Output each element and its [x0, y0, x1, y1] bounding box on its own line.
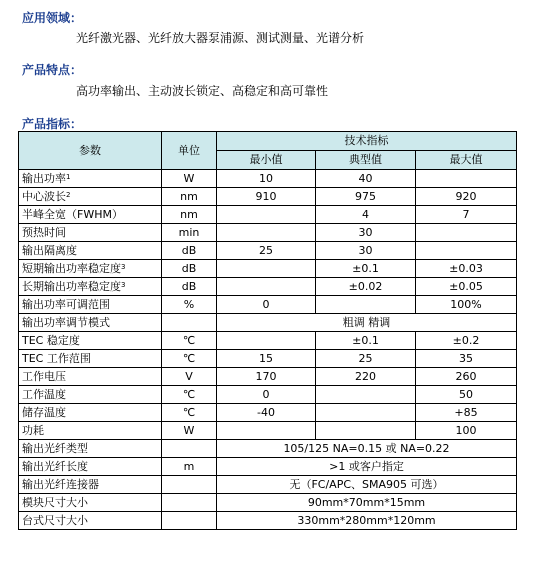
- specs-title: 产品指标：: [22, 117, 83, 131]
- param-cell: [19, 350, 162, 368]
- unit-cell: [162, 440, 217, 458]
- table-row: [19, 386, 517, 404]
- param-label: TEC 稳定度: [22, 333, 80, 347]
- typ-value-cell: 30: [316, 224, 416, 242]
- max-value-cell: 100%: [416, 296, 517, 314]
- table-row: [19, 206, 517, 224]
- min-value-cell: [217, 278, 316, 296]
- footnote-marker: 3: [121, 262, 126, 271]
- typ-value-cell: 4: [316, 206, 416, 224]
- unit-cell: W: [162, 170, 217, 188]
- table-row: [19, 368, 517, 386]
- param-label: 半峰全宽（FWHM）: [22, 207, 123, 221]
- param-label: 输出隔离度: [22, 243, 77, 257]
- unit-cell: dB: [162, 260, 217, 278]
- param-label: 输出光纤连接器: [22, 477, 99, 491]
- spec-value-merged: 105/125 NA=0.15 或 NA=0.22: [217, 440, 517, 458]
- table-row: [19, 440, 517, 458]
- footnote-marker: 1: [66, 172, 71, 181]
- param-cell: [19, 278, 162, 296]
- spec-value-merged: 无（FC/APC、SMA905 可选）: [217, 476, 517, 494]
- unit-cell: ℃: [162, 404, 217, 422]
- max-value-cell: ±0.05: [416, 278, 517, 296]
- min-value-cell: [217, 224, 316, 242]
- typ-value-cell: [316, 386, 416, 404]
- param-label: TEC 工作范围: [22, 351, 91, 365]
- param-label: 中心波长: [22, 189, 66, 203]
- header-typ: 典型值: [316, 151, 416, 170]
- param-cell: [19, 494, 162, 512]
- table-row: [19, 260, 517, 278]
- max-value-cell: [416, 242, 517, 260]
- unit-cell: dB: [162, 278, 217, 296]
- spec-value-merged: >1 或客户指定: [217, 458, 517, 476]
- param-label: 输出功率可调范围: [22, 297, 110, 311]
- table-row: [19, 224, 517, 242]
- param-cell: [19, 458, 162, 476]
- spec-value-merged: 粗调 精调: [217, 314, 517, 332]
- table-row: [19, 422, 517, 440]
- unit-cell: min: [162, 224, 217, 242]
- header-unit: 单位: [162, 132, 217, 170]
- min-value-cell: [217, 422, 316, 440]
- min-value-cell: [217, 332, 316, 350]
- min-value-cell: -40: [217, 404, 316, 422]
- param-cell: [19, 386, 162, 404]
- min-value-cell: [217, 206, 316, 224]
- param-label: 工作温度: [22, 387, 66, 401]
- header-min: 最小值: [217, 151, 316, 170]
- unit-cell: [162, 476, 217, 494]
- features-body: 高功率输出、主动波长锁定、高稳定和高可靠性: [76, 84, 329, 98]
- param-cell: [19, 422, 162, 440]
- min-value-cell: 910: [217, 188, 316, 206]
- typ-value-cell: [316, 404, 416, 422]
- spec-value-merged: 330mm*280mm*120mm: [217, 512, 517, 530]
- table-row: [19, 350, 517, 368]
- table-row: [19, 314, 517, 332]
- param-label: 短期输出功率稳定度: [22, 261, 121, 275]
- unit-cell: V: [162, 368, 217, 386]
- table-row: [19, 332, 517, 350]
- max-value-cell: 100: [416, 422, 517, 440]
- typ-value-cell: 25: [316, 350, 416, 368]
- param-cell: [19, 314, 162, 332]
- table-row: [19, 476, 517, 494]
- param-cell: [19, 368, 162, 386]
- param-cell: [19, 476, 162, 494]
- param-label: 长期输出功率稳定度: [22, 279, 121, 293]
- unit-cell: ℃: [162, 386, 217, 404]
- param-label: 预热时间: [22, 225, 66, 239]
- unit-cell: m: [162, 458, 217, 476]
- param-label: 台式尺寸大小: [22, 513, 88, 527]
- typ-value-cell: ±0.02: [316, 278, 416, 296]
- unit-cell: ℃: [162, 350, 217, 368]
- min-value-cell: 10: [217, 170, 316, 188]
- table-row: [19, 242, 517, 260]
- param-cell: [19, 242, 162, 260]
- typ-value-cell: ±0.1: [316, 260, 416, 278]
- param-label: 输出光纤长度: [22, 459, 88, 473]
- typ-value-cell: 40: [316, 170, 416, 188]
- unit-cell: [162, 494, 217, 512]
- typ-value-cell: ±0.1: [316, 332, 416, 350]
- param-cell: [19, 440, 162, 458]
- features-title: 产品特点：: [22, 63, 83, 77]
- footnote-marker: 2: [66, 190, 71, 199]
- unit-cell: nm: [162, 188, 217, 206]
- typ-value-cell: 975: [316, 188, 416, 206]
- typ-value-cell: 30: [316, 242, 416, 260]
- param-label: 储存温度: [22, 405, 66, 419]
- max-value-cell: ±0.2: [416, 332, 517, 350]
- table-row: [19, 296, 517, 314]
- min-value-cell: 0: [217, 296, 316, 314]
- max-value-cell: [416, 170, 517, 188]
- max-value-cell: 35: [416, 350, 517, 368]
- unit-cell: W: [162, 422, 217, 440]
- table-row: [19, 170, 517, 188]
- min-value-cell: 170: [217, 368, 316, 386]
- unit-cell: nm: [162, 206, 217, 224]
- max-value-cell: 7: [416, 206, 517, 224]
- min-value-cell: 25: [217, 242, 316, 260]
- param-cell: [19, 512, 162, 530]
- max-value-cell: [416, 224, 517, 242]
- header-max: 最大值: [416, 151, 517, 170]
- max-value-cell: 260: [416, 368, 517, 386]
- table-row: [19, 512, 517, 530]
- param-label: 输出光纤类型: [22, 441, 88, 455]
- param-cell: [19, 188, 162, 206]
- unit-cell: ℃: [162, 332, 217, 350]
- header-param: 参数: [19, 132, 162, 170]
- typ-value-cell: 220: [316, 368, 416, 386]
- param-label: 功耗: [22, 423, 44, 437]
- param-label: 工作电压: [22, 369, 66, 383]
- unit-cell: [162, 314, 217, 332]
- max-value-cell: 50: [416, 386, 517, 404]
- param-cell: [19, 170, 162, 188]
- min-value-cell: [217, 260, 316, 278]
- unit-cell: [162, 512, 217, 530]
- param-cell: [19, 260, 162, 278]
- header-tech-spec: 技术指标: [217, 132, 517, 151]
- table-row: [19, 458, 517, 476]
- param-cell: [19, 404, 162, 422]
- application-title: 应用领域：: [22, 11, 83, 25]
- typ-value-cell: [316, 296, 416, 314]
- max-value-cell: 920: [416, 188, 517, 206]
- max-value-cell: +85: [416, 404, 517, 422]
- param-label: 模块尺寸大小: [22, 495, 88, 509]
- table-row: [19, 278, 517, 296]
- table-row: [19, 494, 517, 512]
- min-value-cell: 15: [217, 350, 316, 368]
- spec-table: [18, 131, 517, 530]
- unit-cell: %: [162, 296, 217, 314]
- unit-cell: dB: [162, 242, 217, 260]
- param-cell: [19, 206, 162, 224]
- spec-value-merged: 90mm*70mm*15mm: [217, 494, 517, 512]
- table-row: [19, 404, 517, 422]
- param-cell: [19, 332, 162, 350]
- param-label: 输出功率调节模式: [22, 315, 110, 329]
- param-cell: [19, 296, 162, 314]
- min-value-cell: 0: [217, 386, 316, 404]
- table-row: [19, 188, 517, 206]
- footnote-marker: 3: [121, 280, 126, 289]
- application-body: 光纤激光器、光纤放大器泵浦源、测试测量、光谱分析: [76, 31, 365, 45]
- typ-value-cell: [316, 422, 416, 440]
- param-cell: [19, 224, 162, 242]
- param-label: 输出功率: [22, 171, 66, 185]
- max-value-cell: ±0.03: [416, 260, 517, 278]
